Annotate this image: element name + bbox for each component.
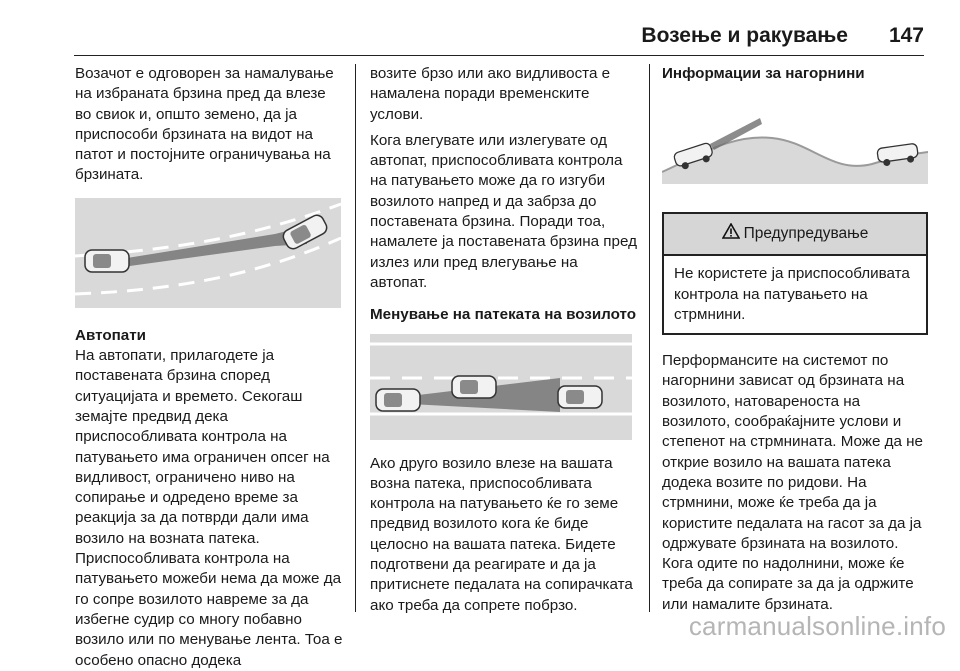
section-title: Возење и ракување [641, 24, 848, 47]
subheading: Информации за нагорнини [662, 65, 865, 82]
paragraph: На автопати, прилагодете ја поставената брзина според ситуацијата и времето. Секогаш земајте предвид дека приспособливата контрола на патувањето има ограничен опсег на видливост, ограничено ниво на сопирање и одредено време за реакција за да потврди дали има возило на возната патека. Приспособливата контрола на патувањето можеби нема да може да го сопре возилото навреме за да избегне судир со многу побавно возило или по менување лента. Тоа е особено опасно додека [75, 347, 343, 669]
figure-curve-road [75, 198, 343, 308]
watermark: carmanualsonline.info [688, 611, 946, 641]
lane-change-illustration [370, 334, 632, 440]
page-number: 147 [888, 24, 924, 47]
car-icon [558, 386, 602, 408]
warning-triangle-icon [722, 223, 740, 245]
page-header [0, 0, 960, 52]
column-divider [355, 64, 356, 612]
hills-illustration [662, 94, 928, 184]
paragraph: Возачот е одговорен за намалување на избраната брзина пред да влезе во свиок и, општо земено, да ја приспособи брзината на видот на патот и постојните ограничувања на брзината. [75, 65, 334, 184]
figure-lane-change [370, 334, 638, 440]
warning-box [662, 212, 928, 335]
paragraph: Ако друго возило влезе на вашата возна патека, приспособливата контрола на патувањето ќе го земе предвид возилото кога ќе биде целосно на вашата патека. Бидете подготвени да реагирате и да ја притиснете педалата на сопирачката ако треба да сопрете побрзо. [370, 454, 633, 614]
figure-hills [662, 94, 930, 184]
car-icon [452, 376, 496, 398]
car-icon [376, 389, 420, 411]
paragraph: Кога влегувате или излегувате од автопат, приспособливата контрола на патувањето може да го изгуби возилото напред и да забрза до поставената брзина. Поради тоа, намалете ја поставената брзина пред излез или пред влегување на автопат. [370, 131, 637, 291]
column-1 [75, 64, 343, 671]
warning-title: Предупредување [743, 225, 869, 243]
warning-body: Не користете ја приспособливата контрола на патувањето на стрмнини. [674, 265, 910, 323]
paragraph: возите брзо или ако видливоста е намалена поради временските услови. [370, 65, 611, 123]
car-icon [85, 250, 129, 272]
column-2 [370, 64, 638, 616]
curve-road-illustration [75, 198, 341, 308]
warning-header [664, 214, 926, 256]
column-3 [662, 64, 930, 615]
subheading: Автопати [75, 326, 147, 344]
paragraph: Перформансите на системот по нагорнини зависат од брзината на возилото, натовареноста на возилото, сообраќајните услови и степенот на стрмнината. Може да не открие возило на вашата патека додека возите по ридови. На стрмнини, може ќе треба да ја користите педалата на гасот за да ја одржувате брзината на возилото. Кога одите по надолнини, може ќе треба да сопирате за да ја одржите или намалите брзината. [662, 352, 923, 613]
column-divider [649, 64, 650, 612]
header-rule [74, 55, 924, 56]
subheading: Менување на патеката на возилото [370, 306, 637, 324]
